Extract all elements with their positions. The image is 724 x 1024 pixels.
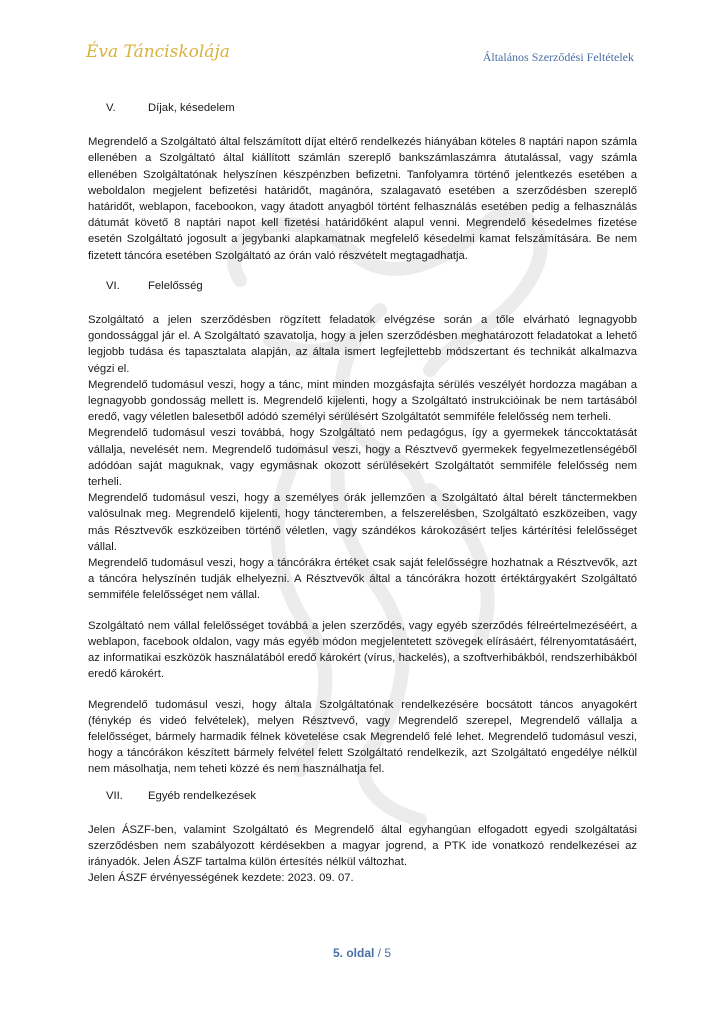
section-title: Egyéb rendelkezések: [148, 789, 257, 802]
section-heading-vii: [88, 788, 637, 804]
effective-date: Jelen ÁSZF érvényességének kezdete: 2023. 09. 07.: [88, 872, 354, 885]
paragraph: Jelen ÁSZF-ben, valamint Szolgáltató és Megrendelő által egyhangúan elfogadott egyedi szolgáltatási szerződésben nem szabályozott kérdésekben a magyar jogrend, a PTK ide vonatkozó rendelkezései az irányadók. Jelen ÁSZF tartalma külön értesítés nélkül változhat.: [88, 823, 637, 869]
section-title: Díjak, késedelem: [148, 102, 235, 114]
section-heading-vi: [88, 278, 637, 294]
section-number: VII.: [106, 789, 123, 802]
paragraph: Megrendelő tudomásul veszi továbbá, hogy Szolgáltató nem pedagógus, így a gyermekek tánccoktatását vállalja, nevelését nem. Megrendelő tudomásul veszi, hogy a Résztvevő gyermekek fegyelmezetlenségéből adódóan saját maguknak, vagy egymásnak okozott sérülésekért Szolgáltatót semmiféle felelősség nem terheli.: [88, 427, 637, 489]
paragraph: Megrendelő tudomásul veszi, hogy a táncórákra értéket csak saját felelősségre hozhatnak a Résztvevők, azt a táncóra helyszínén tudják elhelyezni. A Résztvevők által a táncórákra hozott értéktárgyakért Szolgáltató semmiféle felelősséget nem vállal.: [88, 557, 637, 602]
paragraph: Megrendelő a Szolgáltató által felszámított díjat eltérő rendelkezés hiányában köteles 8 naptári napon számla ellenében a Szolgáltató által kiállított számlán szereplő bankszámlaszámra átutalással, vagy számla ellenében Szolgáltatónak helyszínen készpénzben befizetni. Tanfolyamra történő jelentkezés esetében a weboldalon megjelent befizetési határidőt, magánóra, szalagavató esetében a szerződésben szereplő határidőt, weblapon, facebookon, vagy átadott anyagból történt felhasználás esetében pedig a felhasználás dátumát követő 8 naptári napot kell fizetési határidőként alapul venni. Megrendelő késedelmes fizetése esetén Szolgáltató jogosult a jegybanki alapkamatnak megfelelő késedelmi kamat felszámítására. Be nem fizetett táncóra esetében Szolgáltató az órán való részvételt megtagadhatja.: [88, 136, 637, 262]
section-number: V.: [106, 102, 116, 114]
section-number: VI.: [106, 279, 120, 292]
document-title: Általános Szerződési Feltételek: [482, 50, 634, 64]
section-title: Felelősség: [148, 279, 203, 292]
paragraph: Szolgáltató a jelen szerződésben rögzített feladatok elvégzése során a tőle elvárható legnagyobb gondossággal jár el. A Szolgáltató szavatolja, hogy a jelen szerződésben meghatározott feladatokat a lehető legjobb tudása és tapasztalata alapján, az általa ismert legfejlettebb módszertant és technikát alkalmazva végzi el.: [88, 314, 637, 375]
document-body: [88, 100, 637, 887]
section-heading-v: [88, 100, 637, 116]
paragraph: Megrendelő tudomásul veszi, hogy a tánc, mint minden mozgásfajta sérülés veszélyét hordozza magában a legnagyobb gondosság mellett is. Megrendelő kijelenti, hogy a Szolgáltató instrukcióinak be nem tartásából eredő, vagy véletlen balesetből adódó személyi sérülésért Szolgáltatót semmiféle felelősség nem terheli.: [88, 378, 637, 424]
paragraph: Megrendelő tudomásul veszi, hogy a személyes órák jellemzően a Szolgáltató által bérelt tánctermekben valósulnak meg. Megrendelő kijelenti, hogy táncteremben, a felszerelésben, Szolgáltató eszközeiben, vagy más Résztvevők eszközeiben történő véletlen, vagy szándékos károkozásért teljes kártérítési felelősséget vállal.: [88, 492, 637, 553]
logo-text: Éva Tánciskolája: [86, 42, 230, 62]
paragraph: Megrendelő tudomásul veszi, hogy általa Szolgáltatónak rendelkezésére bocsátott táncos anyagokért (fénykép és videó felvételek), melyen Résztvevő, vagy Megrendelő szerepel, Megrendelő vállalja a felelősséget, bármely harmadik félnek követelése csak Megrendelő felé lehet. Megrendelő tudomásul veszi, hogy a táncórákon készített bármely felvétel felett Szolgáltató rendelkezik, azt Szolgáltató engedélye nélkül nem másolhatja, nem teheti közzé és nem használhatja fel.: [88, 698, 637, 776]
page-number: [0, 946, 724, 960]
total-pages: / 5: [374, 946, 392, 960]
paragraph: Szolgáltató nem vállal felelősséget továbbá a jelen szerződés, vagy egyéb szerződés félreértelmezéséért, a weblapon, facebook oldalon, vagy más egyéb módon megjelentetett szövegek elírásáért, félrenyomtatásáért, az informatikai eszközök használatából eredő károkért (vírus, hackelés), a szoftverhibákból, rendszerhibákból eredő károkért.: [88, 619, 637, 681]
current-page: 5. oldal: [332, 946, 375, 960]
